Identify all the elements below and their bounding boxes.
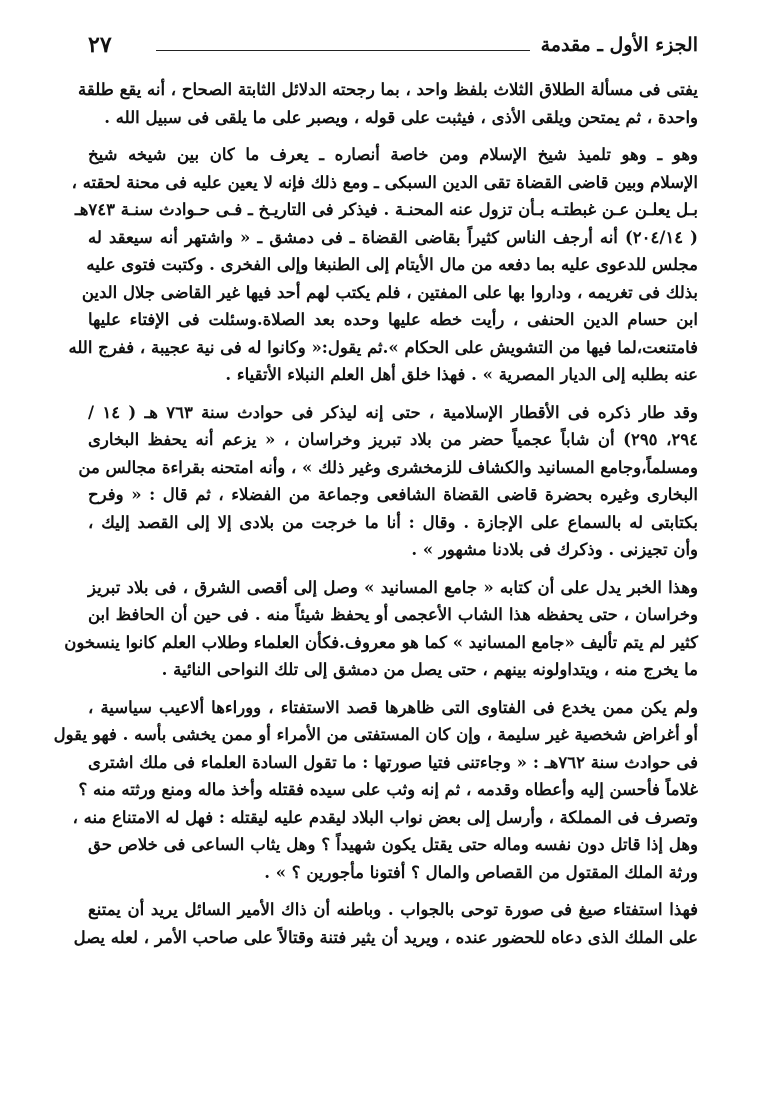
- text-line: ابن حسام الدين الحنفى ، رأيت خطه عليها وحده بعد الصلاة.وسئلت فى الإفتاء عليها: [88, 310, 698, 329]
- text-line: فهذا استفتاء صيغ فى صورة توحى بالجواب . وباطنه أن ذاك الأمير السائل يريد أن يمتنع: [88, 900, 698, 919]
- text-line: البخارى وغيره بحضرة قاضى القضاة الشافعى وجماعة من الفضلاء ، ثم قال : « وفرح: [88, 485, 698, 504]
- text-line: عنه بطلبه إلى الديار المصرية » . فهذا خلق أهل العلم النبلاء الأتقياء .: [225, 365, 698, 384]
- paragraph: [64, 574, 698, 684]
- text-line: ما يخرج منه ، ويتداولونه بينهم ، حتى يصل من دمشق إلى تلك النواحى النائية .: [161, 660, 698, 679]
- text-line: فى حوادث سنة ٧٦٢هـ : « وجاءتنى فتيا صورتها : ما تقول السادة العلماء فى ملك اشترى: [88, 752, 698, 772]
- text-line: وهذا الخبر يدل على أن كتابه « جامع المسانيد » وصل إلى أقصى الشرق ، فى بلاد تبريز: [88, 577, 698, 597]
- paragraph: [53, 694, 698, 887]
- text-line: بذلك فى تغريمه ، وداروا بها على المفتين ، فلم يكتب لهم أحد فيها غير القاضى جلال الدين: [81, 282, 698, 302]
- text-line: مجلس للدعوى عليه بما دفعه من مال الأيتام إلى الطنبغا وإلى الفخرى . وكتبت فتوى عليه: [86, 255, 698, 274]
- text-line: ورثة الملك المقتول من القصاص والمال ؟ أفتونا مأجورين ؟ » .: [264, 862, 698, 882]
- text-line: كثير لم يتم تأليف «جامع المسانيد » كما هو معروف.فكأن العلماء وطلاب العلم كانوا ينسخون: [64, 632, 698, 652]
- paragraph: [73, 896, 698, 951]
- header-title: الجزء الأول ـ مقدمة: [540, 34, 698, 56]
- text-line: وأن تجيزنى . وذكرك فى بلادنا مشهور » .: [411, 540, 698, 559]
- text-line: فامتنعت،لما فيها من التشويش على الحكام ».ثم يقول:« وكانوا له فى نية عجيبة ، ففرج الله: [68, 337, 698, 357]
- header-rule: [156, 50, 530, 51]
- text-line: ومسلماً،وجامع المسانيد والكشاف للزمخشرى وغير ذلك » ، وأنه امتحنه بقراءة مجالس من: [78, 457, 698, 477]
- text-line: غلاماً فأحسن إليه وأعطاه وقدمه ، ثم إنه وثب على سيده فقتله وأخذ ماله ومنع ورثته منه ؟: [78, 780, 698, 799]
- text-line: ولم يكن ممن يخدع فى الفتاوى التى ظاهرها قصد الاستفتاء ، ووراءها ألاعيب سياسية ،: [88, 697, 698, 717]
- text-line: بـل يعلـن عـن غبطتـه بـأن تزول عنه المحنـة . فيذكر فى التاريـخ ـ فـى حـوادث سنـة ٧٤٣هـ: [74, 200, 698, 219]
- text-line: بكتابتى له بالسماع على الإجازة . وقال : أنا ما خرجت من بلادى إلا إلى القصد إليك ،: [88, 512, 698, 532]
- text-line: وقد طار ذكره فى الأقطار الإسلامية ، حتى إنه ليذكر فى حوادث سنة ٧٦٣ هـ ( ١٤ /: [88, 402, 698, 422]
- text-line: أو أغراض شخصية غير سليمة ، وإن كان المستفتى من الأمراء أو ممن يخشى بأسه . فهو يقول: [53, 725, 698, 744]
- text-line: وخراسان ، حتى يحفظه هذا الشاب الأعجمى أو يحفظ شيئاً منه . فى حين أن الحافظ ابن: [88, 605, 698, 624]
- paragraph: [78, 399, 698, 564]
- page-number: ٢٧: [88, 32, 112, 58]
- paragraph: [78, 76, 698, 131]
- text-line: وتصرف فى المملكة ، وأرسل إلى بعض نواب البلاد ليقدم عليه ليقتله : فهل له الامتناع منه ،: [72, 807, 698, 827]
- text-line: الإسلام وبين قاضى القضاة تقى الدين السبكى ـ ومع ذلك فإنه لا يعين عليه فى محنة لحقته ،: [71, 172, 698, 192]
- paragraph: [68, 141, 698, 389]
- text-line: على الملك الذى دعاه للحضور عنده ، ويريد أن يثير فتنة وقتالاً على صاحب الأمر ، لعله يصل: [73, 927, 698, 947]
- body-text: [53, 76, 698, 961]
- text-line: وهو ـ وهو تلميذ شيخ الإسلام ومن خاصة أنصاره ـ يعرف ما كان بين شيخه شيخ: [88, 145, 698, 164]
- text-line: يفتى فى مسألة الطلاق الثلاث بلفظ واحد ، بما رجحته الدلائل الثابتة الصحاح ، أنه يقع طلقة: [78, 80, 698, 99]
- text-line: وهل إذا قاتل دون نفسه وماله حتى يقتل يكون شهيداً ؟ وهل يثاب الساعى فى خلاص حق: [88, 835, 698, 854]
- text-line: واحدة ، ثم يمتحن ويلقى الأذى ، فيثبت على قوله ، ويصبر على ما يلقى فى سبيل الله .: [104, 107, 698, 127]
- text-line: ( ٢٠٤/١٤) أنه أرجف الناس كثيراً بقاضى القضاة ـ فى دمشق ـ « واشتهر أنه سيعقد له: [88, 227, 698, 247]
- running-header: [88, 30, 698, 64]
- text-line: ٢٩٤، ٢٩٥) أن شاباً عجمياً حضر من بلاد تبريز وخراسان ، « يزعم أنه يحفظ البخارى: [88, 430, 698, 449]
